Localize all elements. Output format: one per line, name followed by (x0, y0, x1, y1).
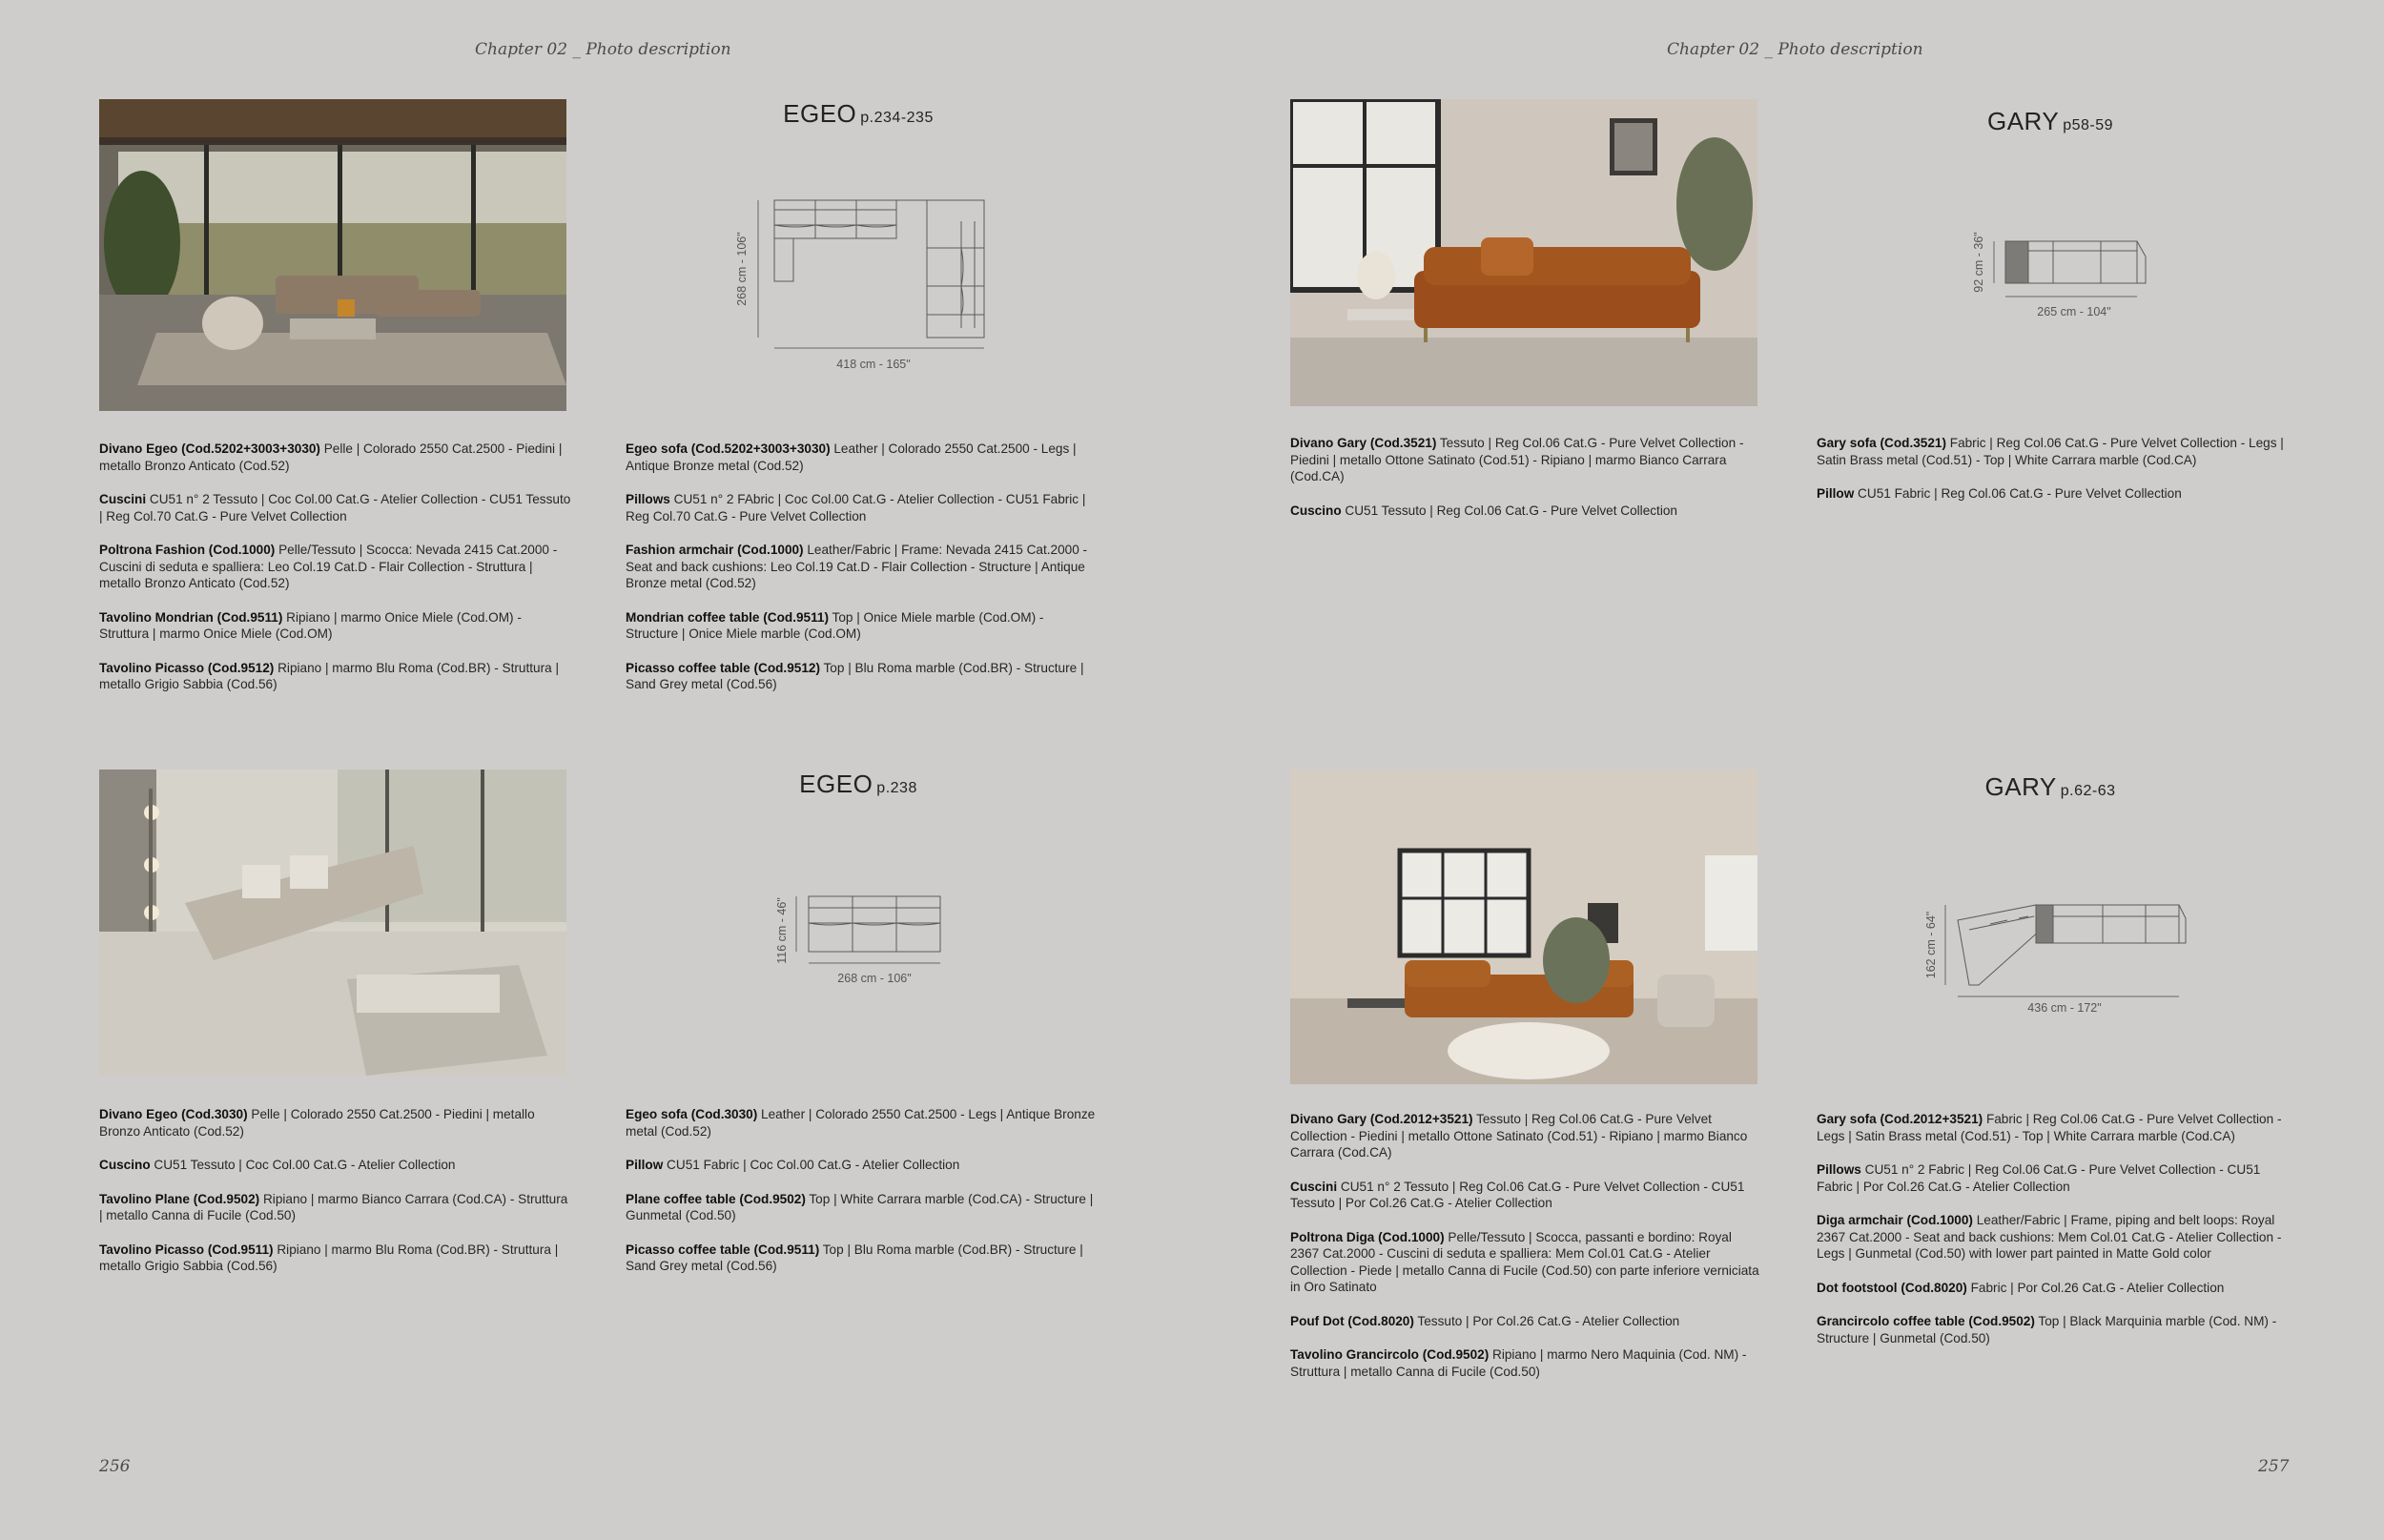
spec-item-name: Tavolino Mondrian (Cod.9511) (99, 609, 283, 625)
spec-item-name: Pillows (626, 492, 670, 506)
photo-egeo-sofa (99, 770, 566, 1076)
product-name: EGEO (799, 770, 873, 798)
spec-item-description: CU51 Fabric | Reg Col.06 Cat.G - Pure Velvet Collection (1854, 486, 2182, 501)
spec-item (1290, 1346, 1762, 1380)
spec-item-name: Egeo sofa (Cod.3030) (626, 1107, 758, 1121)
chapter-header-left: Chapter 02 _ Photo description (475, 40, 731, 59)
spec-item (1817, 435, 2289, 468)
photo-egeo-living-room (99, 99, 566, 411)
spec-item-name: Poltrona Fashion (Cod.1000) (99, 543, 276, 557)
spec-item-name: Tavolino Picasso (Cod.9512) (99, 660, 275, 675)
spec-item (626, 491, 1098, 524)
spec-item-name: Pouf Dot (Cod.8020) (1290, 1313, 1414, 1328)
spec-item-name: Picasso coffee table (Cod.9512) (626, 660, 820, 675)
product-name: GARY (1986, 107, 2060, 135)
dimension-diagram-egeo-2 (763, 887, 973, 1006)
spec-item (99, 1191, 571, 1224)
spec-item-description: Leather/Fabric | Frame, piping and belt loops: Royal 2367 Cat.2000 - Seat and back cushions: Mem Col.01 Cat.G - Atelier Collection - Legs | Gunmetal (Cod.50) with lower part painted in Matte Gold color (1817, 1213, 2282, 1261)
spec-item (626, 441, 1098, 474)
product-name: EGEO (783, 99, 857, 128)
spec-item-name: Divano Egeo (Cod.3030) (99, 1107, 248, 1121)
product-name: GARY (1984, 772, 2057, 801)
spec-item (99, 1157, 571, 1174)
spec-item-name: Cuscino (1290, 503, 1342, 518)
spec-item-name: Tavolino Picasso (Cod.9511) (99, 1242, 274, 1257)
spec-item-description: Fabric | Reg Col.06 Cat.G - Pure Velvet Collection - Legs | Satin Brass metal (Cod.51) - Top | White Carrara marble (Cod.CA) (1817, 1112, 2282, 1143)
page-reference: p58-59 (2063, 117, 2114, 133)
spec-item-name: Plane coffee table (Cod.9502) (626, 1191, 806, 1206)
spec-item (1290, 1179, 1762, 1212)
spec-item-description: Top | Blu Roma marble (Cod.BR) - Structure | Sand Grey metal (Cod.56) (626, 660, 1084, 691)
spec-item-description: Ripiano | marmo Blu Roma (Cod.BR) - Struttura | metallo Grigio Sabbia (Cod.56) (99, 1242, 559, 1273)
spec-item-description: Fabric | Reg Col.06 Cat.G - Pure Velvet Collection - Legs | Satin Brass metal (Cod.51) - Top | White Carrara marble (Cod.CA) (1817, 436, 2284, 467)
spec-item-name: Cuscini (1290, 1179, 1338, 1194)
spec-item-description: Pelle/Tessuto | Scocca: Nevada 2415 Cat.2000 - Cuscini di seduta e spalliera: Leo Col.19 Cat.D - Flair Collection - Struttura | metallo Bronzo Anticato (Cod.52) (99, 543, 558, 590)
page-reference: p.234-235 (860, 110, 934, 126)
spec-item-description: CU51 Fabric | Coc Col.00 Cat.G - Atelier Collection (663, 1158, 960, 1172)
dimension-height-label: 92 cm - 36" (1972, 232, 1985, 293)
spec-item-description: Top | Blu Roma marble (Cod.BR) - Structure | Sand Grey metal (Cod.56) (626, 1242, 1083, 1273)
spec-item-name: Dot footstool (Cod.8020) (1817, 1280, 1967, 1295)
dimension-diagram-gary-2 (1912, 892, 2198, 1030)
dimension-width-label: 268 cm - 106" (837, 972, 912, 985)
spec-item-description: CU51 n° 2 FAbric | Coc Col.00 Cat.G - Atelier Collection - CU51 Fabric | Reg Col.70 Cat.G - Pure Velvet Collection (626, 492, 1086, 524)
description-en-gary-2 (1817, 1111, 2289, 1364)
spec-item-description: Tessuto | Reg Col.06 Cat.G - Pure Velvet Collection - Piedini | metallo Ottone Satinato (Cod.51) - Ripiano | marmo Bianco Carrara (Cod.CA) (1290, 436, 1744, 483)
spec-item-description: CU51 Tessuto | Reg Col.06 Cat.G - Pure Velvet Collection (1341, 503, 1677, 518)
spec-item (1817, 1161, 2289, 1195)
spec-item-name: Fashion armchair (Cod.1000) (626, 543, 804, 557)
spec-item-name: Grancircolo coffee table (Cod.9502) (1817, 1314, 2035, 1328)
spec-item (1817, 1212, 2289, 1263)
spec-item-description: Top | Black Marquinia marble (Cod. NM) - Structure | Gunmetal (Cod.50) (1817, 1314, 2277, 1345)
spec-item (99, 1242, 571, 1275)
spec-item (1290, 1313, 1762, 1330)
spec-item-description: Ripiano | marmo Nero Maquinia (Cod. NM) - Struttura | metallo Canna di Fucile (Cod.50) (1290, 1347, 1747, 1379)
spec-item-description: Fabric | Por Col.26 Cat.G - Atelier Collection (1966, 1280, 2225, 1295)
spec-item-description: Tessuto | Por Col.26 Cat.G - Atelier Collection (1413, 1313, 1680, 1328)
spec-item-description: Leather | Colorado 2550 Cat.2500 - Legs | Antique Bronze metal (Cod.52) (626, 1107, 1096, 1139)
spec-item-description: CU51 n° 2 Tessuto | Coc Col.00 Cat.G - Atelier Collection - CU51 Tessuto | Reg Col.70 Cat.G - Pure Velvet Collection (99, 492, 571, 524)
spec-item-description: CU51 n° 2 Fabric | Reg Col.06 Cat.G - Pure Velvet Collection - CU51 Fabric | Por Col.26 Cat.G - Atelier Collection (1817, 1162, 2261, 1194)
description-en-gary-1 (1817, 435, 2289, 520)
dimension-height-label: 268 cm - 106" (735, 232, 749, 306)
page-reference: p.238 (876, 780, 917, 796)
description-en-egeo-1 (626, 441, 1098, 710)
spec-item-description: Top | White Carrara marble (Cod.CA) - Structure | Gunmetal (Cod.50) (626, 1191, 1094, 1222)
spec-item-name: Picasso coffee table (Cod.9511) (626, 1242, 820, 1257)
spec-item-name: Gary sofa (Cod.2012+3521) (1817, 1112, 1983, 1126)
product-title-egeo-1 (658, 99, 1058, 129)
spec-item-name: Divano Gary (Cod.3521) (1290, 436, 1437, 450)
spec-item-description: Ripiano | marmo Onice Miele (Cod.OM) - Struttura | marmo Onice Miele (Cod.OM) (99, 609, 522, 641)
spec-item-name: Pillow (1817, 486, 1855, 501)
dimension-width-label: 418 cm - 165" (836, 358, 911, 371)
spec-item-name: Pillows (1817, 1162, 1861, 1177)
spec-item (1290, 503, 1762, 520)
spec-item (626, 609, 1098, 643)
dimension-diagram-gary-1 (1960, 224, 2169, 334)
spec-item-name: Pillow (626, 1158, 664, 1172)
spec-item (626, 1106, 1098, 1140)
spec-item-name: Tavolino Grancircolo (Cod.9502) (1290, 1347, 1490, 1362)
dimension-height-label: 116 cm - 46" (775, 897, 789, 964)
product-title-gary-2 (1850, 772, 2250, 802)
spec-item (1817, 1313, 2289, 1346)
description-it-gary-1 (1290, 435, 1762, 536)
spec-item (1817, 485, 2289, 503)
spec-item-description: Pelle | Colorado 2550 Cat.2500 - Piedini | metallo Bronzo Anticato (Cod.52) (99, 441, 563, 473)
spec-item (626, 1157, 1098, 1174)
spec-item-name: Egeo sofa (Cod.5202+3003+3030) (626, 441, 831, 456)
spec-item (1290, 435, 1762, 485)
spec-item-description: Leather/Fabric | Frame: Nevada 2415 Cat.2000 - Seat and back cushions: Leo Col.19 Cat.D - Flair Collection - Structure | Antique Bronze metal (Cod.52) (626, 543, 1088, 590)
spec-item-description: CU51 n° 2 Tessuto | Reg Col.06 Cat.G - Pure Velvet Collection - CU51 Tessuto | Por Col.26 Cat.G - Atelier Collection (1290, 1179, 1745, 1210)
product-title-egeo-2 (658, 770, 1058, 799)
spec-item-description: CU51 Tessuto | Coc Col.00 Cat.G - Atelier Collection (150, 1158, 456, 1172)
spec-item (99, 660, 571, 693)
spec-item (626, 1191, 1098, 1224)
spec-item (626, 1242, 1098, 1275)
product-title-gary-1 (1850, 107, 2250, 136)
spec-item-name: Diga armchair (Cod.1000) (1817, 1213, 1973, 1227)
spec-item (1290, 1111, 1762, 1161)
page-number-right: 257 (2258, 1457, 2290, 1476)
spec-item (1817, 1111, 2289, 1144)
spec-item-description: Pelle | Colorado 2550 Cat.2500 - Piedini | metallo Bronzo Anticato (Cod.52) (99, 1107, 535, 1139)
spec-item-description: Top | Onice Miele marble (Cod.OM) - Structure | Onice Miele marble (Cod.OM) (626, 609, 1044, 641)
photo-gary-sofa (1290, 99, 1757, 406)
spec-item-description: Ripiano | marmo Bianco Carrara (Cod.CA) - Struttura | metallo Canna di Fucile (Cod.50) (99, 1191, 568, 1222)
spec-item (99, 1106, 571, 1140)
spec-item-name: Divano Gary (Cod.2012+3521) (1290, 1112, 1473, 1126)
spec-item-name: Cuscino (99, 1158, 151, 1172)
spec-item-name: Divano Egeo (Cod.5202+3003+3030) (99, 441, 320, 456)
chapter-header-right: Chapter 02 _ Photo description (1667, 40, 1923, 59)
spec-item (99, 542, 571, 592)
description-it-gary-2 (1290, 1111, 1762, 1397)
spec-item-name: Tavolino Plane (Cod.9502) (99, 1191, 260, 1206)
spec-item-name: Poltrona Diga (Cod.1000) (1290, 1229, 1445, 1244)
dimension-height-label: 162 cm - 64" (1924, 911, 1938, 979)
dimension-width-label: 436 cm - 172" (2027, 1001, 2102, 1015)
description-it-egeo-1 (99, 441, 571, 710)
spec-item-name: Gary sofa (Cod.3521) (1817, 436, 1946, 450)
spec-item-name: Mondrian coffee table (Cod.9511) (626, 609, 830, 625)
spec-item-description: Pelle/Tessuto | Scocca, passanti e bordino: Royal 2367 Cat.2000 - Cuscini di seduta e spalliera: Mem Col.01 Cat.G - Atelier Collection - Piede | metallo Canna di Fucile (Cod.50) con parte inferiore verniciata in Oro Satinato (1290, 1229, 1759, 1294)
page-number-left: 256 (99, 1457, 131, 1476)
dimension-diagram-egeo-1 (725, 191, 1011, 386)
description-it-egeo-2 (99, 1106, 571, 1292)
spec-item-name: Cuscini (99, 492, 147, 506)
page-reference: p.62-63 (2060, 783, 2116, 799)
spec-item (626, 660, 1098, 693)
spec-item (1817, 1280, 2289, 1297)
spec-item (626, 542, 1098, 592)
spec-item (99, 609, 571, 643)
spec-item-description: Tessuto | Reg Col.06 Cat.G - Pure Velvet Collection - Piedini | metallo Ottone Satinato (Cod.51) - Ripiano | marmo Bianco Carrara (Cod.CA) (1290, 1112, 1748, 1160)
description-en-egeo-2 (626, 1106, 1098, 1292)
spec-item-description: Leather | Colorado 2550 Cat.2500 - Legs | Antique Bronze metal (Cod.52) (626, 441, 1077, 473)
spec-item (1290, 1229, 1762, 1296)
spec-item-description: Ripiano | marmo Blu Roma (Cod.BR) - Struttura | metallo Grigio Sabbia (Cod.56) (99, 660, 559, 691)
spec-item (99, 491, 571, 524)
photo-gary-corner-sofa (1290, 770, 1757, 1084)
dimension-width-label: 265 cm - 104" (2037, 305, 2111, 318)
spec-item (99, 441, 571, 474)
